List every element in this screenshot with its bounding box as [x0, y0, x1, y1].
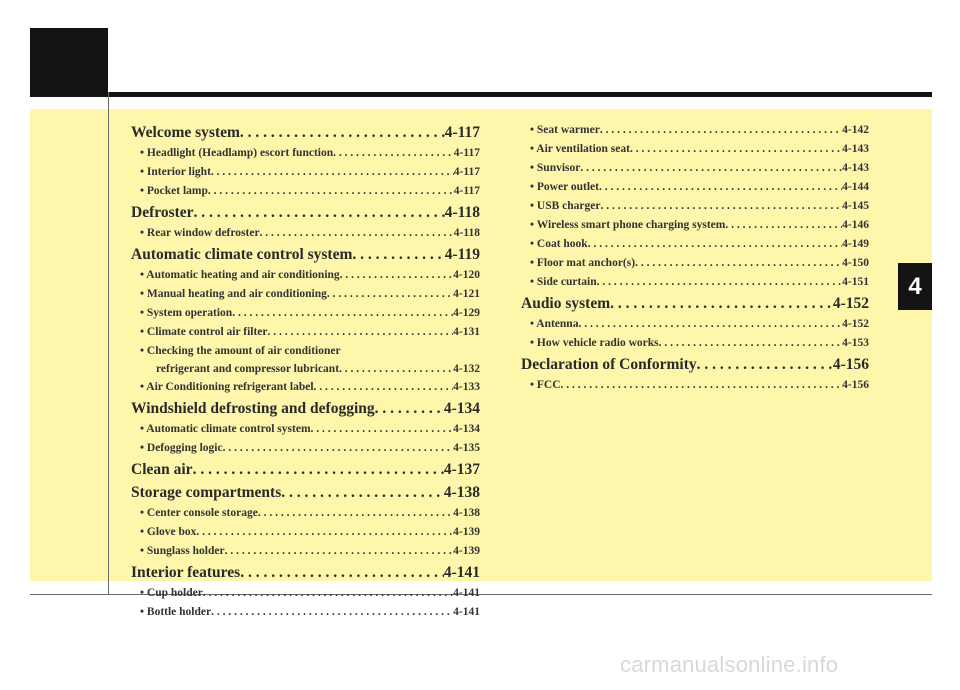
dot-leader: [208, 182, 454, 201]
toc-item-entry[interactable]: [131, 542, 480, 561]
toc-section-entry[interactable]: [131, 482, 480, 504]
toc-page-number: 4-141: [453, 606, 480, 618]
toc-item-entry[interactable]: [131, 182, 480, 201]
toc-page-number: 4-121: [453, 288, 480, 300]
toc-entry-title: • FCC: [530, 379, 561, 391]
dot-leader: [258, 504, 453, 523]
dot-leader: [340, 266, 453, 285]
toc-page-number: 4-135: [453, 442, 480, 454]
toc-entry-title: Declaration of Conformity: [521, 356, 697, 373]
toc-section-entry[interactable]: [131, 244, 480, 266]
toc-item-entry[interactable]: [521, 178, 869, 197]
dot-leader: [193, 459, 444, 481]
toc-page-number: 4-118: [453, 227, 480, 239]
dot-leader: [211, 603, 453, 622]
toc-entry-title: • Climate control air filter: [140, 326, 268, 338]
dot-leader: [600, 197, 842, 216]
dot-leader: [352, 244, 444, 266]
dot-leader: [268, 323, 454, 342]
toc-entry-title: • Pocket lamp: [140, 185, 208, 197]
toc-entry-title: • Automatic heating and air conditioning: [140, 269, 340, 281]
toc-item-entry[interactable]: [521, 315, 869, 334]
toc-entry-title: • Manual heating and air conditioning: [140, 288, 327, 300]
corner-block: [30, 28, 108, 92]
toc-entry-title: refrigerant and compressor lubricant: [156, 363, 340, 375]
dot-leader: [659, 334, 843, 353]
dot-leader: [610, 293, 833, 315]
toc-page-number: 4-151: [842, 276, 869, 288]
toc-item-entry[interactable]: [521, 159, 869, 178]
toc-page-number: 4-143: [842, 143, 869, 155]
toc-page-number: 4-117: [453, 147, 480, 159]
toc-page-number: 4-120: [453, 269, 480, 281]
toc-page-number: 4-139: [453, 545, 480, 557]
toc-section-entry[interactable]: [131, 459, 480, 481]
toc-entry-title: • Center console storage: [140, 507, 258, 519]
toc-entry-title: • Air ventilation seat: [530, 143, 630, 155]
toc-section-entry[interactable]: [131, 202, 480, 224]
toc-item-entry[interactable]: [521, 334, 869, 353]
toc-page-number: 4-117: [444, 124, 480, 141]
toc-entry-title: • Wireless smart phone charging system: [530, 219, 726, 231]
toc-page-number: 4-156: [832, 356, 869, 373]
toc-item-entry[interactable]: [131, 523, 480, 542]
dot-leader: [240, 122, 445, 144]
toc-section-entry[interactable]: [521, 293, 869, 315]
top-rule: [30, 92, 932, 97]
dot-leader: [225, 542, 454, 561]
toc-entry-title: Defroster: [131, 204, 194, 221]
toc-item-entry[interactable]: [521, 376, 869, 395]
toc-page-number: 4-139: [453, 526, 480, 538]
dot-leader: [597, 273, 843, 292]
toc-page-number: 4-156: [842, 379, 869, 391]
toc-page-number: 4-119: [444, 246, 480, 263]
margin-line: [108, 92, 109, 595]
dot-leader: [600, 121, 842, 140]
dot-leader: [281, 482, 444, 504]
dot-leader: [211, 163, 454, 182]
dot-leader: [580, 159, 842, 178]
toc-page-number: 4-145: [842, 200, 869, 212]
dot-leader: [260, 224, 454, 243]
toc-item-entry[interactable]: [131, 603, 480, 622]
toc-entry-title: • Air Conditioning refrigerant label: [140, 381, 314, 393]
toc-item-entry[interactable]: [131, 584, 480, 603]
dot-leader: [314, 378, 454, 397]
toc-entry-title: • Automatic climate control system: [140, 423, 311, 435]
chapter-tab[interactable]: 4: [898, 263, 932, 310]
toc-entry-title: • Seat warmer: [530, 124, 600, 136]
toc-page-number: 4-141: [443, 564, 480, 581]
toc-item-entry[interactable]: [131, 266, 480, 285]
toc-item-entry[interactable]: [131, 163, 480, 182]
toc-entry-title: • Sunvisor: [530, 162, 581, 174]
toc-page-number: 4-117: [453, 166, 480, 178]
toc-section-entry[interactable]: [131, 398, 480, 420]
toc-page-number: 4-129: [453, 307, 480, 319]
toc-entry-title: Audio system: [521, 295, 611, 312]
toc-page-number: 4-138: [443, 484, 480, 501]
toc-page-number: 4-146: [842, 219, 869, 231]
dot-leader: [725, 216, 842, 235]
toc-entry-title: Clean air: [131, 461, 193, 478]
toc-item-entry[interactable]: [131, 342, 480, 360]
toc-page-number: 4-144: [842, 181, 869, 193]
toc-item-entry[interactable]: [131, 224, 480, 243]
toc-page-number: 4-142: [842, 124, 869, 136]
dot-leader: [635, 254, 842, 273]
toc-entry-title: • Interior light: [140, 166, 211, 178]
toc-left-column: [131, 121, 480, 622]
toc-page-number: 4-117: [453, 185, 480, 197]
toc-item-entry[interactable]: [521, 273, 869, 292]
dot-leader: [311, 420, 454, 439]
watermark: carmanualsonline.info: [620, 652, 839, 677]
toc-entry-title: Interior features: [131, 564, 241, 581]
toc-section-entry[interactable]: [131, 122, 480, 144]
toc-page-number: 4-138: [453, 507, 480, 519]
toc-entry-title: • Glove box: [140, 526, 197, 538]
toc-entry-title: Windshield defrosting and defogging: [131, 400, 375, 417]
toc-item-entry[interactable]: [521, 235, 869, 254]
toc-item-entry[interactable]: [521, 197, 869, 216]
toc-entry-title: • Power outlet: [530, 181, 599, 193]
dot-leader: [339, 360, 453, 378]
toc-entry-title: • Bottle holder: [140, 606, 212, 618]
toc-page-number: 4-141: [453, 587, 480, 599]
toc-entry-title: • Side curtain: [530, 276, 597, 288]
toc-entry-title: • Defogging logic: [140, 442, 223, 454]
dot-leader: [333, 144, 454, 163]
dot-leader: [196, 523, 453, 542]
toc-page-number: 4-153: [842, 337, 869, 349]
dot-leader: [578, 315, 842, 334]
toc-page-number: 4-137: [443, 461, 480, 478]
toc-page-number: 4-143: [842, 162, 869, 174]
dot-leader: [203, 584, 453, 603]
toc-item-entry[interactable]: [131, 378, 480, 397]
toc-entry-title: • Coat hook: [530, 238, 588, 250]
toc-page-number: 4-131: [453, 326, 480, 338]
toc-item-entry[interactable]: [131, 360, 480, 378]
toc-entry-title: • Sunglass holder: [140, 545, 225, 557]
toc-item-entry[interactable]: [131, 323, 480, 342]
toc-page-number: 4-152: [842, 318, 869, 330]
toc-page-number: 4-133: [453, 381, 480, 393]
toc-entry-title: • How vehicle radio works: [530, 337, 659, 349]
toc-page-number: 4-134: [443, 400, 480, 417]
toc-item-entry[interactable]: [521, 216, 869, 235]
toc-entry-title: • Headlight (Headlamp) escort function: [140, 147, 334, 159]
toc-page-number: 4-149: [842, 238, 869, 250]
toc-right-column: [521, 121, 869, 395]
toc-item-entry[interactable]: [131, 144, 480, 163]
toc-item-entry[interactable]: [131, 504, 480, 523]
toc-item-entry[interactable]: [521, 121, 869, 140]
toc-item-entry[interactable]: [131, 285, 480, 304]
toc-entry-title: • Rear window defroster: [140, 227, 260, 239]
toc-entry-title: Welcome system: [131, 124, 240, 141]
toc-section-entry[interactable]: [131, 562, 480, 584]
toc-page-number: 4-150: [842, 257, 869, 269]
toc-entry-title: • Floor mat anchor(s): [530, 257, 636, 269]
dot-leader: [327, 285, 453, 304]
toc-entry-title: Automatic climate control system: [131, 246, 353, 263]
toc-section-entry[interactable]: [521, 354, 869, 376]
toc-item-entry[interactable]: [131, 420, 480, 439]
dot-leader: [561, 376, 843, 395]
toc-item-entry[interactable]: [521, 140, 869, 159]
toc-page-number: 4-118: [444, 204, 480, 221]
toc-page-number: 4-152: [832, 295, 869, 312]
toc-page-number: 4-132: [453, 363, 480, 375]
dot-leader: [194, 202, 445, 224]
toc-item-entry[interactable]: [131, 439, 480, 458]
toc-page-number: 4-134: [453, 423, 480, 435]
toc-entry-title: • Checking the amount of air conditioner: [140, 345, 341, 357]
toc-item-entry[interactable]: [521, 254, 869, 273]
dot-leader: [240, 562, 444, 584]
toc-entry-title: • Antenna: [530, 318, 579, 330]
toc-entry-title: • USB charger: [530, 200, 601, 212]
dot-leader: [232, 304, 453, 323]
toc-entry-title: • System operation: [140, 307, 233, 319]
dot-leader: [375, 398, 444, 420]
toc-entry-title: Storage compartments: [131, 484, 282, 501]
toc-item-entry[interactable]: [131, 304, 480, 323]
dot-leader: [697, 354, 833, 376]
dot-leader: [588, 235, 842, 254]
dot-leader: [223, 439, 454, 458]
toc-entry-title: • Cup holder: [140, 587, 203, 599]
dot-leader: [599, 178, 842, 197]
dot-leader: [630, 140, 842, 159]
